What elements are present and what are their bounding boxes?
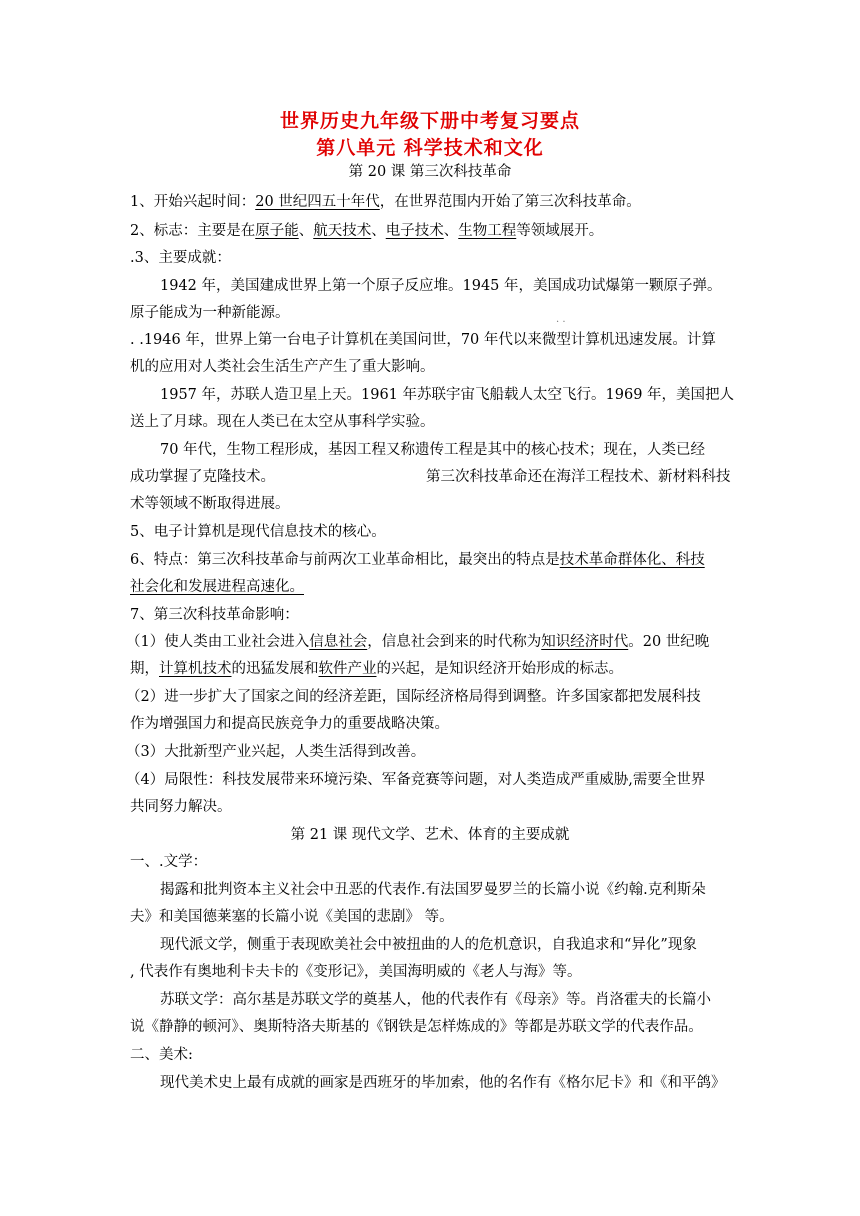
paragraph-line: 揭露和批判资本主义社会中丑恶的代表作.有法国罗曼罗兰的长篇小说《约翰.克利斯朵 bbox=[160, 882, 706, 898]
effect-4: （4）局限性：科技发展带来环境污染、军备竞赛等问题，对人类造成严重威胁,需要全世界 bbox=[126, 772, 706, 788]
paragraph-line: 说《静静的顿河》、奥斯特洛夫斯基的《钢铁是怎样炼成的》等都是苏联文学的代表作品。 bbox=[130, 1019, 703, 1035]
lesson21-heading: 第 21 课 现代文学、艺术、体育的主要成就 bbox=[290, 827, 570, 843]
paragraph-line: , 代表作有奥地利卡夫卡的《变形记》，美国海明威的《老人与海》等。 bbox=[130, 964, 582, 980]
paragraph-line: 1942 年，美国建成世界上第一个原子反应堆。1945 年，美国成功试爆第一颗原子弹。 bbox=[160, 278, 722, 294]
item-3: .3、主要成就： bbox=[130, 250, 231, 266]
item-6-cont bbox=[130, 577, 730, 597]
section-literature: 一、.文学： bbox=[130, 854, 208, 870]
paragraph-line: 现代美术史上最有成就的画家是西班牙的毕加索，他的名作有《格尔尼卡》和《和平鸽》 bbox=[160, 1075, 726, 1091]
section-art: 二、美术: bbox=[130, 1047, 193, 1063]
key-term: 软件产业 bbox=[318, 661, 377, 677]
item-5: 5、电子计算机是现代信息技术的核心。 bbox=[130, 524, 386, 540]
paragraph-line: 70 年代，生物工程形成，基因工程又称遗传工程是其中的核心技术；现在，人类已经 bbox=[160, 442, 706, 458]
paragraph-line: 原子能成为一种新能源。 bbox=[130, 305, 290, 321]
document-title: 世界历史九年级下册中考复习要点 bbox=[279, 110, 580, 132]
key-term: 航天技术 bbox=[313, 223, 372, 239]
key-term: 社会化和发展进程高速化。 bbox=[130, 579, 304, 595]
key-term: 技术革命群体化、科技 bbox=[559, 552, 705, 568]
lesson20-heading: 第 20 课 第三次科技革命 bbox=[348, 164, 512, 180]
paragraph-line: 夫》和美国德莱塞的长篇小说《美国的悲剧》 等。 bbox=[130, 909, 454, 925]
key-term: 信息社会 bbox=[309, 634, 368, 650]
item-6: 6、特点：第三次科技革命与前两次工业革命相比，最突出的特点是技术革命群体化、科技 bbox=[130, 552, 705, 568]
effect-2-cont: 作为增强国力和提高民族竞争力的重要战略决策。 bbox=[130, 716, 449, 732]
paragraph-line: 现代派文学，侧重于表现欧美社会中被扭曲的人的危机意识，自我追求和“异化”现象 bbox=[160, 937, 697, 953]
paragraph-line: 术等领域不断取得进展。 bbox=[130, 496, 290, 512]
paragraph-line: . .1946 年，世界上第一台电子计算机在美国问世，70 年代以来微型计算机迅速发展。计算 bbox=[130, 332, 716, 348]
paragraph-line: 苏联文学：高尔基是苏联文学的奠基人，他的代表作有《母亲》等。肖洛霍夫的长篇小 bbox=[160, 992, 711, 1008]
paragraph-line: 送上了月球。现在人类已在太空从事科学实验。 bbox=[130, 414, 435, 430]
paragraph-line: 机的应用对人类社会生活生产产生了重大影响。 bbox=[130, 359, 435, 375]
key-term: 电子技术 bbox=[385, 223, 444, 239]
paragraph-line: 1957 年，苏联人造卫星上天。1961 年苏联宇宙飞船载人太空飞行。1969 年，美国把人 bbox=[160, 387, 735, 403]
item-1: 1、开始兴起时间：20 世纪四五十年代，在世界范围内开始了第三次科技革命。 bbox=[130, 194, 641, 210]
stray-dots: . . bbox=[556, 314, 566, 325]
key-term: 计算机技术 bbox=[159, 661, 232, 677]
key-term: 原子能 bbox=[255, 223, 299, 239]
effect-4-cont: 共同努力解决。 bbox=[130, 799, 232, 815]
effect-2: （2）进一步扩大了国家之间的经济差距，国际经济格局得到调整。许多国家都把发展科技 bbox=[126, 689, 701, 705]
key-term: 生物工程 bbox=[458, 223, 517, 239]
effect-1: （1）使人类由工业社会进入信息社会，信息社会到来的时代称为知识经济时代。20 世纪晚 bbox=[126, 634, 710, 650]
item-7: 7、第三次科技革命影响： bbox=[130, 607, 299, 623]
key-term: 20 世纪四五十年代 bbox=[255, 194, 380, 210]
key-term: 知识经济时代 bbox=[541, 634, 629, 650]
unit-title: 第八单元 科学技术和文化 bbox=[316, 137, 544, 159]
paragraph-line: 成功掌握了克隆技术。 bbox=[130, 469, 275, 485]
paragraph-line: 第三次科技革命还在海洋工程技术、新材料科技 bbox=[426, 469, 731, 485]
effect-3: （3）大批新型产业兴起，人类生活得到改善。 bbox=[126, 744, 426, 760]
item-2: 2、标志：主要是在原子能、航天技术、电子技术、生物工程等领域展开。 bbox=[130, 223, 604, 239]
effect-1-cont: 期，计算机技术的迅猛发展和软件产业的兴起，是知识经济开始形成的标志。 bbox=[130, 661, 623, 677]
